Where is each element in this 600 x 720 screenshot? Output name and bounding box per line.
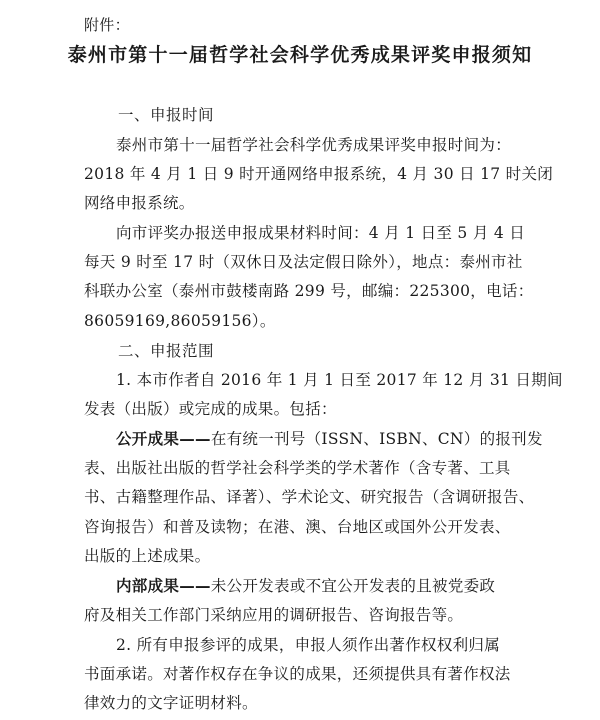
internal-results-term: 内部成果—— bbox=[116, 577, 211, 595]
paragraph-line: 发表（出版）或完成的成果。包括： bbox=[84, 400, 337, 418]
paragraph-line: 书、古籍整理作品、译著）、学术论文、研究报告（含调研报告、 bbox=[84, 488, 535, 506]
paragraph-line: 律效力的文字证明材料。 bbox=[84, 694, 258, 712]
paragraph-line: 书面承诺。对著作权存在争议的成果，还须提供具有著作权法 bbox=[84, 665, 511, 683]
paragraph-line: 86059169,86059156）。 bbox=[84, 312, 276, 330]
paragraph-line: 咨询报告）和普及读物；在港、澳、台地区或国外公开发表、 bbox=[84, 518, 511, 536]
paragraph-line: 2018 年 4 月 1 日 9 时开通网络申报系统，4 月 30 日 17 时关闭 bbox=[84, 165, 554, 183]
public-results-term: 公开成果—— bbox=[116, 430, 211, 448]
paragraph-line: 府及相关工作部门采纳应用的调研报告、咨询报告等。 bbox=[84, 606, 464, 624]
document-title: 泰州市第十一届哲学社会科学优秀成果评奖申报须知 bbox=[67, 44, 533, 66]
internal-results-text: 未公开发表或不宜公开发表的且被党委政 bbox=[210, 577, 496, 595]
paragraph-line: 网络申报系统。 bbox=[84, 194, 195, 212]
section-heading-scope: 二、申报范围 bbox=[118, 342, 215, 360]
paragraph-line: 1. 本市作者自 2016 年 1 月 1 日至 2017 年 12 月 31 日期间 bbox=[116, 371, 563, 389]
paragraph-line: 每天 9 时至 17 时（双休日及法定假日除外），地点：泰州市社 bbox=[84, 253, 523, 271]
public-results-text: 在有统一刊号（ISSN、ISBN、CN）的报刊发 bbox=[210, 430, 543, 448]
paragraph-line: 2. 所有申报参评的成果，申报人须作出著作权权利归属 bbox=[116, 636, 501, 654]
section-heading-time: 一、申报时间 bbox=[118, 106, 215, 124]
paragraph-line: 表、出版社出版的哲学社会科学类的学术著作（含专著、工具 bbox=[84, 459, 511, 477]
paragraph-line: 科联办公室（泰州市鼓楼南路 299 号，邮编：225300，电话： bbox=[84, 282, 534, 300]
public-results-line bbox=[116, 428, 543, 450]
paragraph-line: 泰州市第十一届哲学社会科学优秀成果评奖申报时间为： bbox=[116, 136, 512, 154]
internal-results-line bbox=[116, 575, 495, 597]
paragraph-line: 向市评奖办报送申报成果材料时间：4 月 1 日至 5 月 4 日 bbox=[116, 224, 526, 242]
paragraph-line: 出版的上述成果。 bbox=[84, 547, 211, 565]
attachment-label: 附件： bbox=[84, 16, 130, 34]
